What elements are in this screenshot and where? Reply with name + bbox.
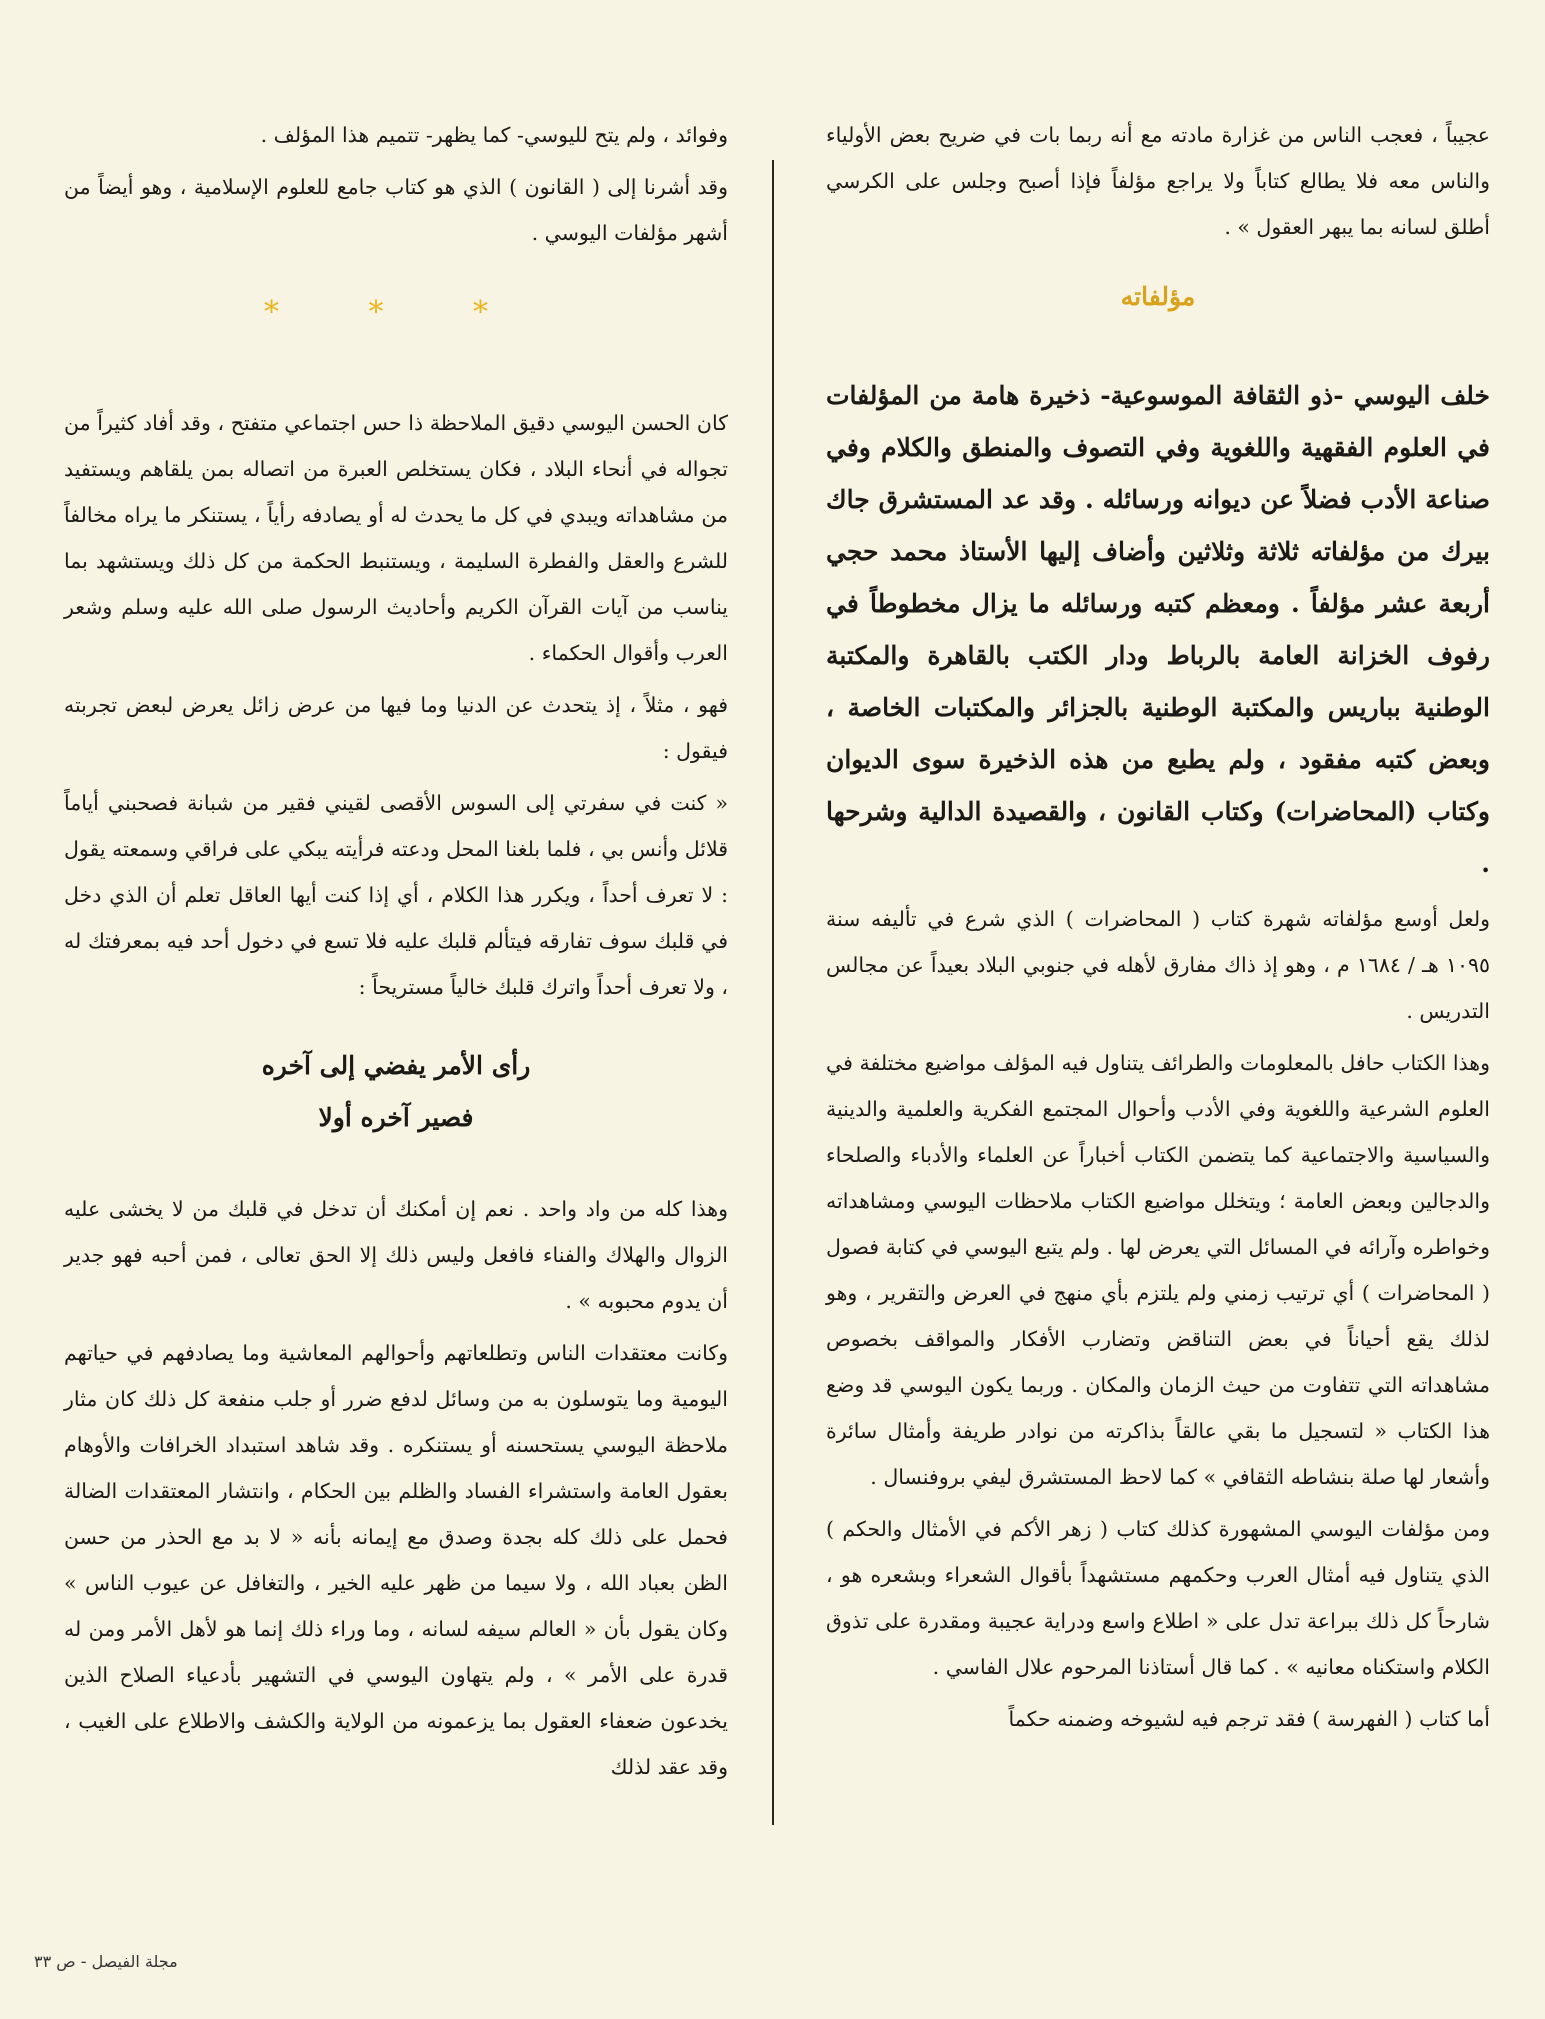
paragraph: عجيباً ، فعجب الناس من غزارة مادته مع أنه ربما بات في ضريح بعض الأولياء والناس معه فلا يطالع كتاباً ولا يراجع مؤلفاً فإذا أصبح وجلس على الكرسي أطلق لسانه بما يبهر العقول » . xyxy=(826,123,1490,239)
page-footer: مجلة الفيصل - ص ٣٣ xyxy=(34,1952,178,1971)
paragraph: كان الحسن اليوسي دقيق الملاحظة ذا حس اجتماعي متفتح ، وقد أفاد كثيراً من تجواله في أنحاء البلاد ، فكان يستخلص العبرة من اتصاله بمن يلقاهم ويستفيد من مشاهداته ويبدي في كل ما يحدث له أو يصادفه رأياً ، يستنكر ما يراه مخالفاً للشرع والعقل والفطرة السليمة ، ويستنبط الحكمة من كل ذلك ويستشهد بما يناسب من آيات القرآن الكريم وأحاديث الرسول صلى الله عليه وسلم وشعر العرب وأقوال الحكماء . xyxy=(64,411,728,665)
paragraph: أما كتاب ( الفهرسة ) فقد ترجم فيه لشيوخه وضمنه حكماً xyxy=(1008,1707,1490,1731)
verse-line: فصير آخره أولا xyxy=(318,1103,474,1132)
paragraph: ومن مؤلفات اليوسي المشهورة كذلك كتاب ( زهر الأكم في الأمثال والحكم ) الذي يتناول فيه أمثال العرب وحكمهم مستشهداً بأقوال الشعراء وبشعره هو ، شارحاً كل ذلك ببراعة تدل على « اطلاع واسع ودراية عجيبة ومقدرة على تذوق الكلام واستكناه معانيه » . كما قال أستاذنا المرحوم علال الفاسي . xyxy=(826,1517,1490,1679)
paragraph: فهو ، مثلاً ، إذ يتحدث عن الدنيا وما فيها من عرض زائل يعرض لبعض تجربته فيقول : xyxy=(64,693,728,763)
column-divider xyxy=(772,160,774,1825)
left-column xyxy=(64,112,728,1796)
quote-paragraph: « كنت في سفرتي إلى السوس الأقصى لقيني فقير من شبانة فصحبني أياماً قلائل وأنس بي ، فلما بلغنا المحل ودعته فرأيته يبكي على فراقي وسمعته يقول : لا تعرف أحداً ، ويكرر هذا الكلام ، أي إذا كنت أيها العاقل تعلم أن الذي دخل في قلبك سوف تفارقه فيتألم قلبك عليه فلا تسع في دخول أحد فيه بمعرفتك له ، ولا تعرف أحداً واترك قلبك خالياً مستريحاً : xyxy=(64,791,728,999)
paragraph: وهذا الكتاب حافل بالمعلومات والطرائف يتناول فيه المؤلف مواضيع مختلفة في العلوم الشرعية واللغوية وفي الأدب وأحوال المجتمع الفكرية والعلمية والدينية والسياسية والاجتماعية كما يتضمن الكتاب أخباراً عن العلماء والأدباء والصلحاء والدجالين وبعض العامة ؛ ويتخلل مواضيع الكتاب ملاحظات اليوسي ومشاهداته وخواطره وآرائه في المسائل التي يعرض لها . ولم يتبع اليوسي في كتابة فصول ( المحاضرات ) أي ترتيب زمني ولم يلتزم بأي منهج في العرض والتقرير ، وهو لذلك يقع أحياناً في بعض التناقض وتضارب الأفكار والمواقف بخصوص مشاهداته التي تتفاوت من حيث الزمان والمكان . وربما يكون اليوسي قد وضع هذا الكتاب « لتسجيل ما بقي عالقاً بذاكرته من نوادر طريفة وأمثال سائرة وأشعار لها صلة بنشاطه الثقافي » كما لاحظ المستشرق ليفي بروفنسال . xyxy=(826,1051,1490,1489)
lead-paragraph: خلف اليوسي -ذو الثقافة الموسوعية- ذخيرة هامة من المؤلفات في العلوم الفقهية واللغوية وفي التصوف والمنطق والكلام وفي صناعة الأدب فضلاً عن ديوانه ورسائله . وقد عد المستشرق جاك بيرك من مؤلفاته ثلاثة وثلاثين وأضاف إليها الأستاذ محمد حجي أربعة عشر مؤلفاً . ومعظم كتبه ورسائله ما يزال مخطوطاً في رفوف الخزانة العامة بالرباط ودار الكتب بالقاهرة والمكتبة الوطنية بباريس والمكتبة الوطنية بالجزائر والمكتبات الخاصة ، وبعض كتبه مفقود ، ولم يطبع من هذه الذخيرة سوى الديوان وكتاب (المحاضرات) وكتاب القانون ، والقصيدة الدالية وشرحها . xyxy=(826,381,1490,878)
paragraph: ولعل أوسع مؤلفاته شهرة كتاب ( المحاضرات ) الذي شرع في تأليفه سنة ١٠٩٥ هـ / ١٦٨٤ م ، وهو إذ ذاك مفارق لأهله في جنوبي البلاد بعيداً عن مجالس التدريس . xyxy=(826,907,1490,1023)
paragraph: وكانت معتقدات الناس وتطلعاتهم وأحوالهم المعاشية وما يصادفهم في حياتهم اليومية وما يتوسلون به من وسائل لدفع ضرر أو جلب منفعة كل ذلك كان مثار ملاحظة اليوسي يستحسنه أو يستنكره . وقد شاهد استبداد الخرافات والأوهام بعقول العامة واستشراء الفساد والظلم بين الحكام ، وانتشار المعتقدات الضالة فحمل على ذلك كله بجدة وصدق مع إيمانه بأنه « لا بد مع الحذر من حسن الظن بعباد الله ، ولا سيما من ظهر عليه الخير ، والتغافل عن عيوب الناس » وكان يقول بأن « العالم سيفه لسانه ، وما وراء ذلك إنما هو لأهل الأمر ومن له قدرة على الأمر » ، ولم يتهاون اليوسي في التشهير بأدعياء الصلاح الذين يخدعون ضعفاء العقول بما يزعمونه من الولاية والكشف والاطلاع على الغيب ، وقد عقد لذلك xyxy=(64,1341,728,1779)
paragraph: وفوائد ، ولم يتح لليوسي- كما يظهر- تتميم هذا المؤلف . xyxy=(260,123,728,147)
paragraph: وقد أشرنا إلى ( القانون ) الذي هو كتاب جامع للعلوم الإسلامية ، وهو أيضاً من أشهر مؤلفات اليوسي . xyxy=(64,175,728,245)
paragraph: وهذا كله من واد واحد . نعم إن أمكنك أن تدخل في قلبك من لا يخشى عليه الزوال والهلاك والفناء فافعل وليس ذلك إلا الحق تعالى ، فمن أحبه فهو جدير أن يدوم محبوبه » . xyxy=(64,1197,728,1313)
section-heading: مؤلفاته xyxy=(1120,282,1196,311)
section-separator-stars: * * * xyxy=(263,295,529,330)
right-column xyxy=(826,112,1490,1748)
poetry-verse xyxy=(64,1040,728,1144)
verse-line: رأى الأمر يفضي إلى آخره xyxy=(261,1051,531,1080)
